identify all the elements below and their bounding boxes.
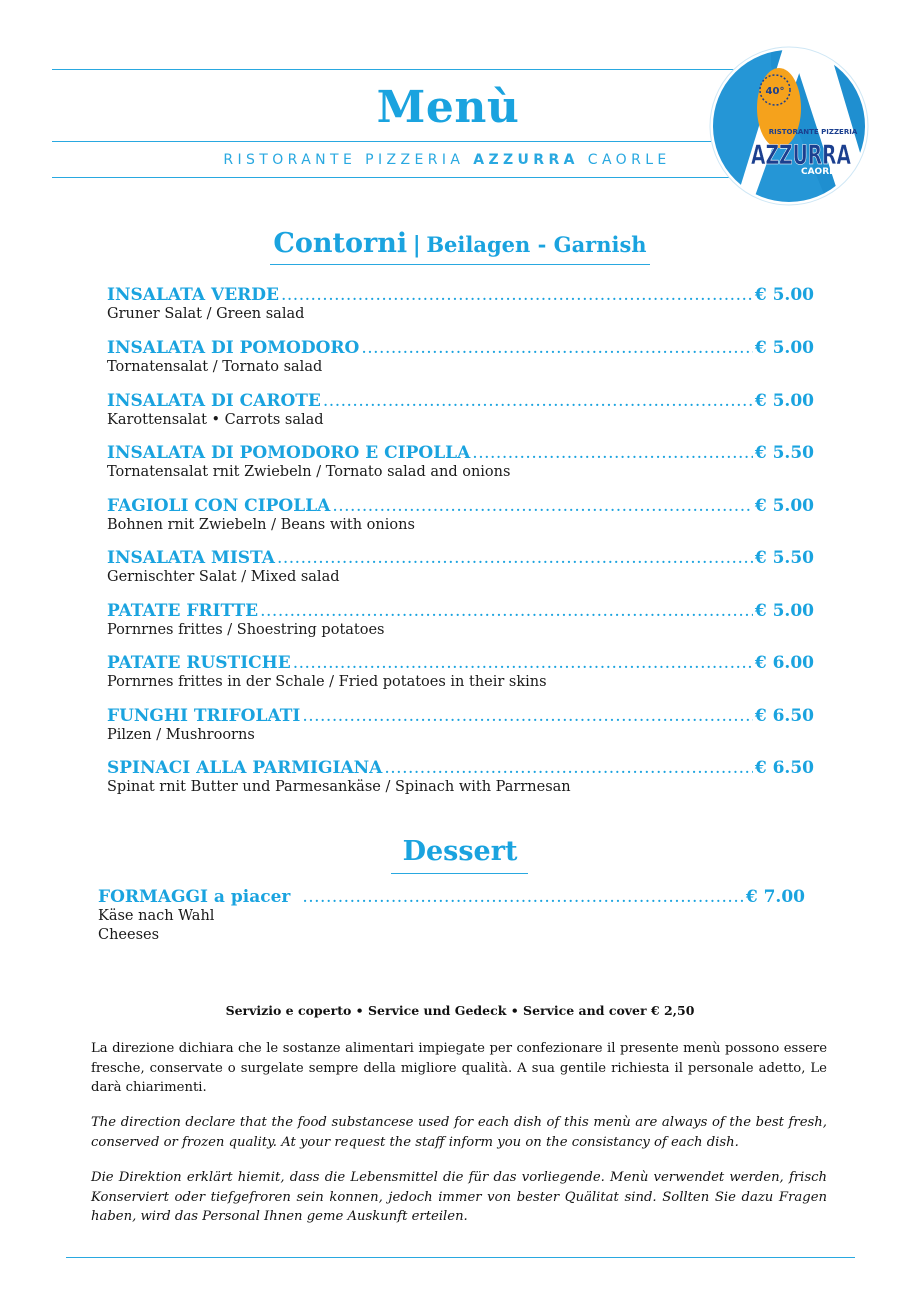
item-price: € 5.00 (754, 285, 814, 305)
contorni-subtitle: Beilagen - Garnish (426, 232, 647, 257)
menu-item (107, 758, 814, 797)
logo-anniversary: 40° (765, 86, 785, 97)
disclaimer-italian: La direzione dichiara che le sostanze alimentari impiegate per confezionare il presente menù possono essere fresche, conservate o surgelate sempre della migliore qualità. A sua gentile richiesta il personale adetto, Le darà chiarimenti. (91, 1041, 827, 1095)
item-name: FORMAGGI a piacer (98, 887, 291, 907)
footer-rule (66, 1257, 855, 1258)
item-name: INSALATA DI POMODORO E CIPOLLA (107, 443, 471, 463)
menu-item (107, 653, 814, 692)
dessert-title: Dessert (402, 836, 518, 867)
item-description: Tornatensalat rnit Zwiebeln / Tornato salad and onions (107, 464, 511, 480)
item-price: € 5.00 (754, 496, 814, 516)
item-name: PATATE RUSTICHE (107, 653, 291, 673)
page-title: Menù (376, 82, 520, 133)
service-charge-note: Servizio e coperto • Service und Gedeck • Service and cover € 2,50 (225, 1003, 695, 1018)
subtitle-brand: AZZURRA (473, 152, 579, 168)
logo-brand: AZZURRA (751, 140, 852, 171)
leader-dots (302, 887, 744, 907)
item-description: Käse nach Wahl (98, 908, 215, 924)
item-price: € 6.50 (754, 706, 814, 726)
leader-dots (323, 391, 753, 411)
leader-dots (281, 285, 753, 305)
item-name: SPINACI ALLA PARMIGIANA (107, 758, 383, 778)
menu-item (107, 391, 814, 430)
leader-dots (472, 443, 753, 463)
menu-item (107, 706, 814, 745)
item-price: € 5.00 (754, 601, 814, 621)
subtitle-prefix: RISTORANTE PIZZERIA (223, 152, 465, 168)
disclaimer-english: The direction declare that the food substancese used for each dish of this menù are always of the best fresh, conserved or frozen quality. At your request the staff inform you on the consistancy of each dish. (91, 1115, 827, 1150)
leader-dots (260, 601, 753, 621)
contorni-heading (0, 228, 920, 259)
leader-dots (277, 548, 753, 568)
contorni-title: Contorni (273, 228, 408, 259)
item-description: Spinat rnit Butter und Parmesankäse / Spinach with Parrnesan (107, 779, 571, 795)
item-name: INSALATA VERDE (107, 285, 279, 305)
disclaimer-german: Die Direktion erklärt hiemit, dass die Lebensmittel die für das vorliegende. Menù verwendet werden, frisch Konserviert oder tiefgefroren sein konnen, jedoch immer von bester Quälitat sind. Sollten Sie dazu Fragen haben, wird das Personal Ihnen geme Auskunft erteilen. (91, 1170, 827, 1224)
heading-separator: | (412, 232, 421, 258)
item-description: Gruner Salat / Green salad (107, 306, 305, 322)
logo-tagline: RISTORANTE PIZZERIA (768, 128, 858, 136)
menu-item (107, 496, 814, 535)
dessert-underline (391, 873, 528, 874)
item-price: € 6.00 (754, 653, 814, 673)
item-name: INSALATA DI CAROTE (107, 391, 321, 411)
item-description: Pornrnes frittes in der Schale / Fried potatoes in their skins (107, 674, 547, 690)
item-name: PATATE FRITTE (107, 601, 259, 621)
subtitle-suffix: CAORLE (587, 152, 671, 168)
menu-item (107, 601, 814, 640)
item-description: Gernischter Salat / Mixed salad (107, 569, 340, 585)
leader-dots (361, 338, 753, 358)
leader-dots (302, 706, 753, 726)
dessert-heading (0, 836, 920, 867)
item-price: € 5.50 (754, 443, 814, 463)
item-price: € 5.00 (754, 338, 814, 358)
header-rule-middle (52, 141, 732, 142)
item-description: Pornrnes frittes / Shoestring potatoes (107, 622, 385, 638)
menu-item (98, 887, 805, 945)
logo-city: CAORLE (800, 167, 842, 177)
header-rule-top (52, 69, 742, 70)
item-price: € 5.00 (754, 391, 814, 411)
item-name: FAGIOLI CON CIPOLLA (107, 496, 331, 516)
item-description: Tornatensalat / Tornato salad (107, 359, 323, 375)
contorni-underline (270, 264, 650, 265)
item-price: € 7.00 (745, 887, 805, 907)
menu-item (107, 548, 814, 587)
item-name: FUNGHI TRIFOLATI (107, 706, 301, 726)
menu-item (107, 285, 814, 324)
item-description: Karottensalat • Carrots salad (107, 412, 324, 428)
menu-item (107, 338, 814, 377)
item-price: € 5.50 (754, 548, 814, 568)
item-description: Bohnen rnit Zwiebeln / Beans with onions (107, 517, 415, 533)
leader-dots (384, 758, 752, 778)
leader-dots (332, 496, 753, 516)
menu-item (107, 443, 814, 482)
item-name: INSALATA DI POMODORO (107, 338, 360, 358)
azzurra-logo (709, 46, 869, 206)
header-rule-bottom (52, 177, 742, 178)
item-description: Pilzen / Mushroorns (107, 727, 255, 743)
item-description: Cheeses (98, 927, 160, 943)
leader-dots (293, 653, 753, 673)
item-name: INSALATA MISTA (107, 548, 275, 568)
item-price: € 6.50 (754, 758, 814, 778)
